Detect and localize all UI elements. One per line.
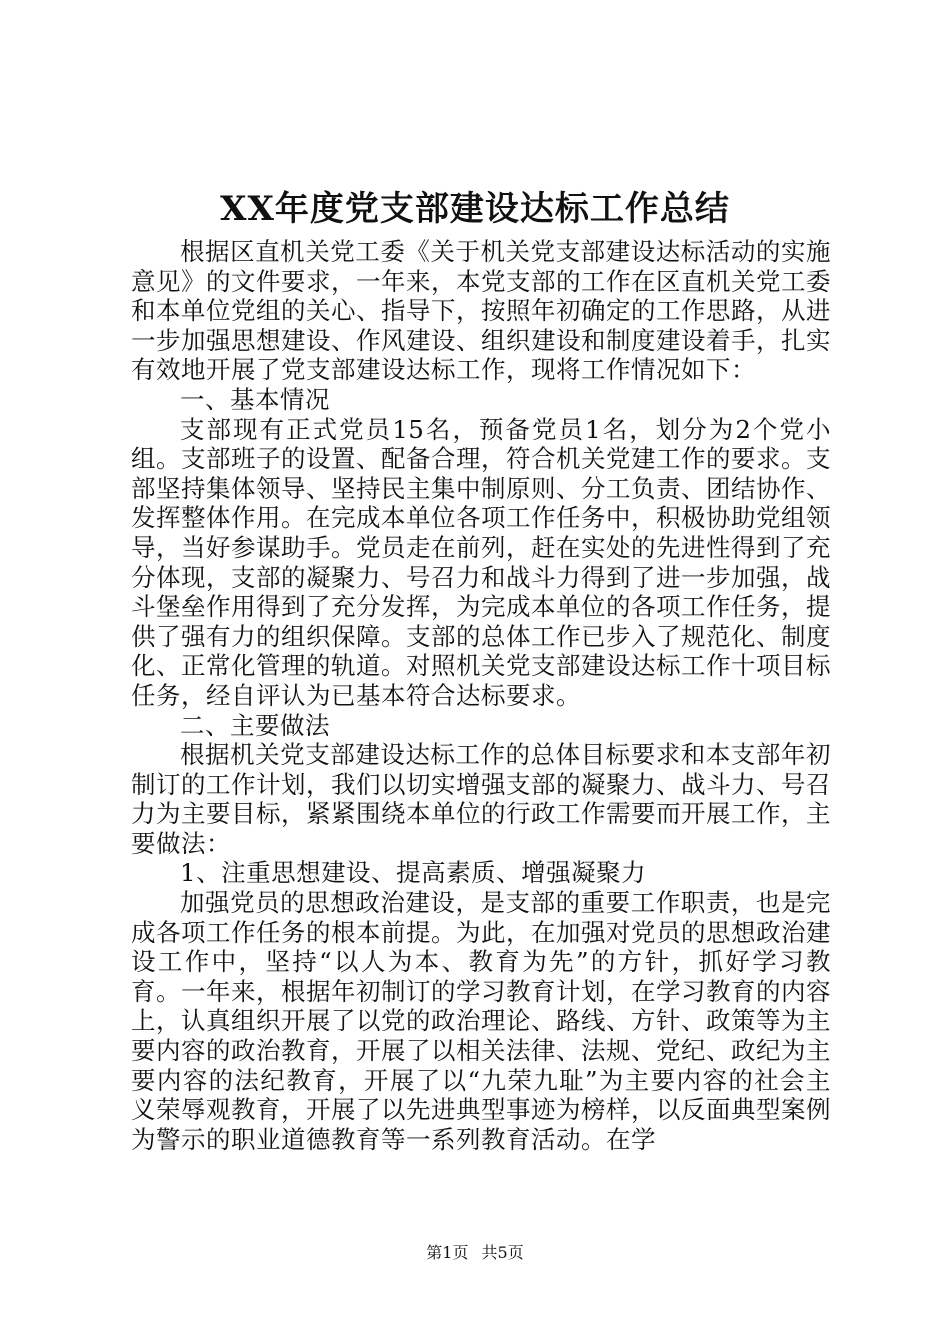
page-footer <box>0 1243 950 1263</box>
paragraph-basic: 支部现有正式党员15名，预备党员1名，划分为2个党小组。支部班子的设置、配备合理，符合机关党建工作的要求。支部坚持集体领导、坚持民主集中制原则、分工负责、团结协作、发挥整体作用。在完成本单位各项工作任务中，积极协助党组领导，当好参谋助手。党员走在前列，赶在实处的先进性得到了充分体现，支部的凝聚力、号召力和战斗力得到了进一步加强，战斗堡垒作用得到了充分发挥，为完成本单位的各项工作任务，提供了强有力的组织保障。支部的总体工作已步入了规范化、制度化、正常化管理的轨道。对照机关党支部建设达标工作十项目标任务，经自评认为已基本符合达标要求。 <box>131 414 831 710</box>
section-heading-basic: 一、基本情况 <box>180 384 330 414</box>
paragraph-methods: 根据机关党支部建设达标工作的总体目标要求和本支部年初制订的工作计划，我们以切实增强支部的凝聚力、战斗力、号召力为主要目标，紧紧围绕本单位的行政工作需要而开展工作，主要做法： <box>131 740 831 858</box>
subsection-heading-1: 1、注重思想建设、提高素质、增强凝聚力 <box>180 858 647 888</box>
page-number: 第1页 <box>426 1243 469 1262</box>
section-heading-methods: 二、主要做法 <box>180 710 330 740</box>
paragraph-subsection-1: 加强党员的思想政治建设，是支部的重要工作职责，也是完成各项工作任务的根本前提。为此，在加强对党员的思想政治建设工作中，坚持“以人为本、教育为先”的方针，抓好学习教育。一年来，根据年初制订的学习教育计划，在学习教育的内容上，认真组织开展了以党的政治理论、路线、方针、政策等为主要内容的政治教育，开展了以相关法律、法规、党纪、政纪为主要内容的法纪教育，开展了以“九荣九耻”为主要内容的社会主义荣辱观教育，开展了以先进典型事迹为榜样，以反面典型案例为警示的职业道德教育等一系列教育活动。在学 <box>131 888 831 1154</box>
document-title: XX年度党支部建设达标工作总结 <box>220 189 730 229</box>
page-total: 共5页 <box>481 1243 524 1262</box>
paragraph-intro: 根据区直机关党工委《关于机关党支部建设达标活动的实施意见》的文件要求，一年来，本党支部的工作在区直机关党工委和本单位党组的关心、指导下，按照年初确定的工作思路，从进一步加强思想建设、作风建设、组织建设和制度建设着手，扎实有效地开展了党支部建设达标工作，现将工作情况如下： <box>131 237 831 385</box>
document-body <box>131 237 831 1154</box>
